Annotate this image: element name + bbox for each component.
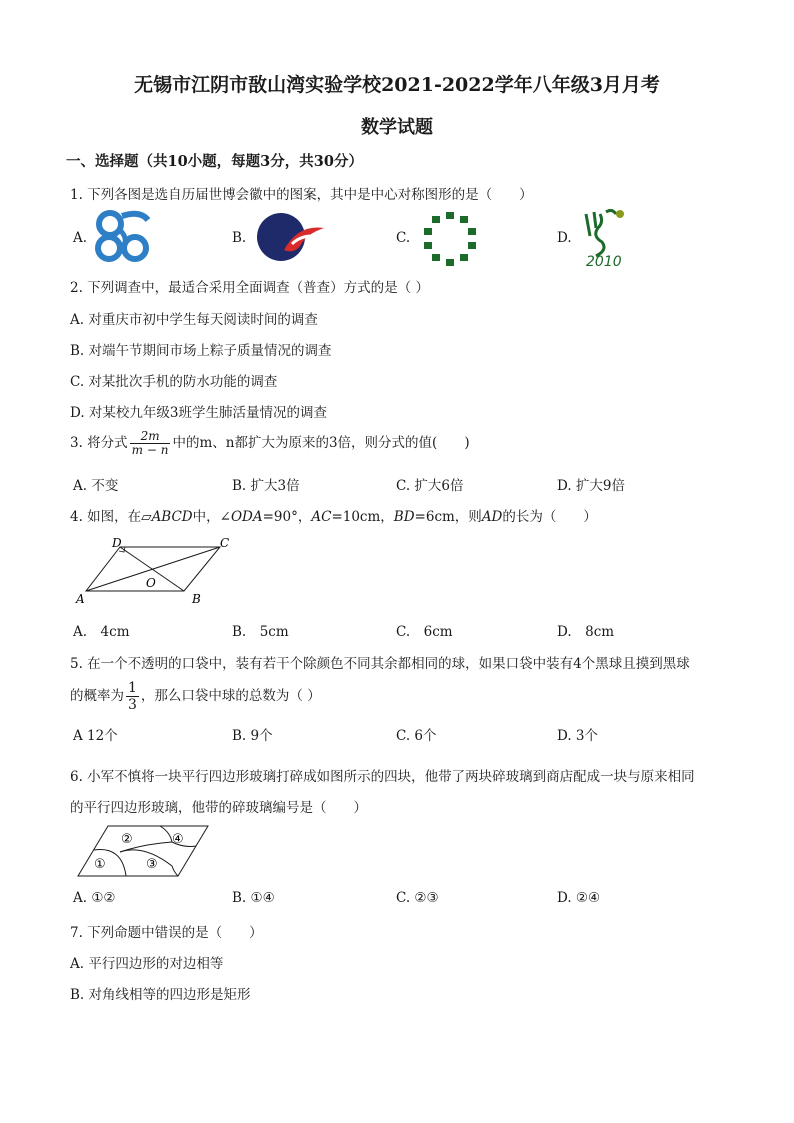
q4-option-b: B. 5cm [232, 624, 289, 640]
page-title: 无锡市江阴市敔山湾实验学校2021-2022学年八年级3月月考 [134, 74, 660, 96]
q1-option-a-label: A. [73, 230, 88, 246]
q1-option-b-label: B. [232, 230, 247, 246]
q2-option-d: D. 对某校九年级3班学生肺活量情况的调查 [70, 405, 328, 421]
vertex-a-label: A [76, 592, 85, 606]
piece-3-label: ③ [146, 857, 158, 872]
q3-option-b: B. 扩大3倍 [232, 478, 300, 494]
piece-2-label: ② [121, 832, 133, 847]
q3-option-c: C. 扩大6倍 [396, 478, 464, 494]
svg-text:2010: 2010 [586, 254, 622, 270]
expo-logo-c-icon [420, 210, 480, 272]
q4-option-c: C. 6cm [396, 624, 453, 640]
center-o-label: O [146, 576, 156, 590]
question-5-stem: 5. 在一个不透明的口袋中，装有若干个除颜色不同其余都相同的球，如果口袋中装有4个黑球且摸到黑球 [70, 656, 690, 672]
q7-option-a: A. 平行四边形的对边相等 [70, 956, 224, 972]
piece-1-label: ① [94, 857, 106, 872]
q3-fraction: $\frac{2m}{m - n}$ [131, 429, 169, 457]
q5-option-c: C. 6个 [396, 728, 437, 744]
vertex-c-label: C [220, 536, 230, 550]
q5-option-a: A 12个 [73, 728, 118, 744]
broken-glass-figure [74, 822, 214, 884]
page-subtitle: 数学试题 [361, 117, 433, 138]
question-1-stem: 1. 下列各图是选自历届世博会徽中的图案，其中是中心对称图形的是（ ） [70, 187, 533, 203]
q5-option-d: D. 3个 [557, 728, 599, 744]
vertex-d-label: D [112, 536, 122, 550]
expo-logo-a-icon [92, 208, 154, 270]
q2-option-b: B. 对端午节期间市场上粽子质量情况的调查 [70, 343, 332, 359]
piece-4-label: ④ [172, 832, 184, 847]
q2-option-c: C. 对某批次手机的防水功能的调查 [70, 374, 278, 390]
q6-option-d: D. ②④ [557, 890, 601, 906]
q5-option-b: B. 9个 [232, 728, 273, 744]
q3-option-d: D. 扩大9倍 [557, 478, 626, 494]
question-4-stem: 4. 如图，在▱ABCD中，∠ODA=90°，AC=10cm，BD=6cm，则AD的长为（ ） [70, 509, 597, 525]
q6-option-b: B. ①④ [232, 890, 275, 906]
q1-option-d-label: D. [557, 230, 572, 246]
q6-option-c: C. ②③ [396, 890, 439, 906]
question-6-stem: 6. 小军不慎将一块平行四边形玻璃打碎成如图所示的四块，他带了两块碎玻璃到商店配成一块与原来相同 [70, 769, 695, 785]
question-6-stem-line2: 的平行四边形玻璃，他带的碎玻璃编号是（ ） [70, 800, 367, 816]
vertex-b-label: B [192, 592, 201, 606]
expo-logo-b-icon [254, 210, 326, 268]
section-heading: 一、选择题（共10小题，每题3分，共30分） [66, 153, 363, 170]
q6-option-a: A. ①② [73, 890, 116, 906]
q2-option-a: A. 对重庆市初中学生每天阅读时间的调查 [70, 312, 318, 328]
question-3-stem: 3. 将分式 $\frac{2m}{m - n}$ 中的m、n都扩大为原来的3倍，则分式的值( ) [70, 429, 470, 457]
question-2-stem: 2. 下列调查中，最适合采用全面调查（普查）方式的是（ ） [70, 280, 429, 296]
q4-option-a: A. 4cm [73, 624, 130, 640]
q4-option-d: D. 8cm [557, 624, 615, 640]
question-5-stem-line2: 的概率为 $\frac{1}{3}$ ，那么口袋中球的总数为（ ） [70, 680, 321, 713]
q5-fraction: $\frac{1}{3}$ [128, 680, 137, 713]
question-7-stem: 7. 下列命题中错误的是（ ） [70, 925, 263, 941]
q3-option-a: A. 不变 [73, 478, 119, 494]
q1-option-c-label: C. [396, 230, 411, 246]
parallelogram-figure [68, 535, 248, 611]
q7-option-b: B. 对角线相等的四边形是矩形 [70, 987, 251, 1003]
expo-logo-d-icon [578, 206, 640, 274]
